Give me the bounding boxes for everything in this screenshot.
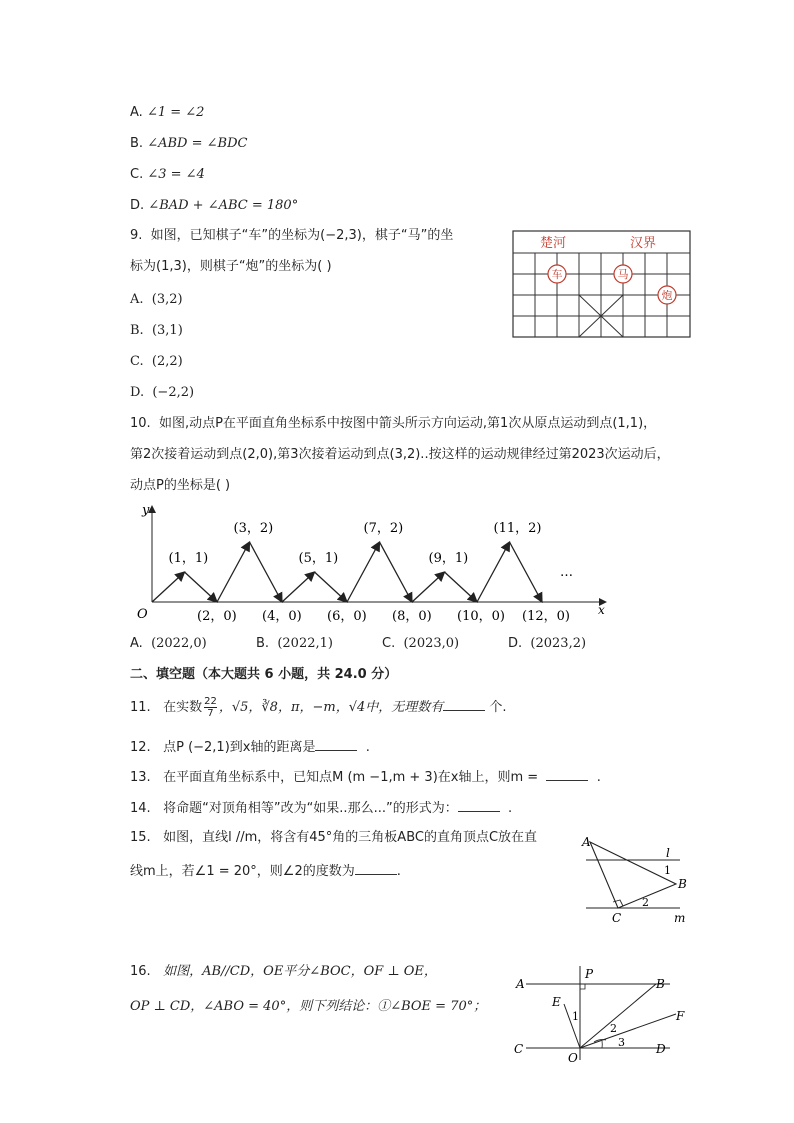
x-axis-label: x [598,603,605,617]
q15-line2: 线m上，若∠1 = 20°，则∠2的度数为 . [130,864,401,879]
q10-option-b: B. (2022,1) [256,636,333,651]
q10-option-c: C. (2023,0) [382,636,460,651]
peak-label: (3，2) [233,521,274,536]
q10-line1: 10. 如图,动点P在平面直角坐标系中按图中箭头所示方向运动,第1次从原点运动到点(1,1)， [130,416,657,431]
q8-option-a: A. ∠1 = ∠2 [130,105,205,120]
label-p: P [585,967,594,981]
label-a: A [516,977,525,991]
axis-point-label: (8，0) [392,609,432,624]
question-14: 14. 将命题“对顶角相等”改为“如果..那么...”的形式为： . [130,801,513,816]
label-e: E [552,995,561,1009]
q8-option-d: D. ∠BAD + ∠ABC = 180° [130,198,299,213]
label-f: F [676,1009,685,1023]
motion-path [152,542,542,602]
q8-option-c: C. ∠3 = ∠4 [130,167,205,182]
q16-line1: 16. 如图，AB//CD，OE平分∠BOC，OF ⊥ OE， [130,964,437,979]
q16-geometry-figure [510,962,690,1066]
motion-segment-3 [217,542,250,602]
label-b: B [656,977,665,991]
q10-option-a: A. (2022,0) [130,636,207,651]
svg-text:炮: 炮 [661,289,673,302]
q9-line1: 9. 如图，已知棋子“车”的坐标为(−2,3)，棋子“马”的坐 [130,228,454,243]
motion-segment-8 [380,542,413,602]
graph-ellipsis: … [560,565,573,580]
motion-segment-9 [412,572,445,602]
motion-segment-12 [510,542,543,602]
origin-label: O [137,607,148,622]
motion-segment-6 [315,572,348,602]
peak-label: (9，1) [428,551,469,566]
q15-line1: 15. 如图，直线l //m，将含有45°角的三角板ABC的直角顶点C放在直 [130,830,538,845]
angle-2: 2 [610,1022,617,1035]
q9-option-d: D. (−2,2) [130,385,195,400]
board-title-chuhe: 楚河 [540,236,567,251]
section-2-title: 二、填空题（本大题共 6 小题，共 24.0 分） [130,667,398,682]
motion-segment-4 [250,542,283,602]
q16-line2: OP ⊥ CD，∠ABO = 40°，则下列结论：①∠BOE = 70°； [130,999,487,1014]
svg-text:车: 车 [551,268,563,281]
q10-line3: 动点P的坐标是( ) [130,478,231,493]
motion-segment-11 [477,542,510,602]
board-title-hanjie: 汉界 [630,236,657,251]
q13-answer-blank[interactable] [546,768,588,781]
angle-1: 1 [664,864,671,877]
question-13: 13. 在平面直角坐标系中，已知点M (m −1,m + 3)在x轴上，则m = . [130,770,601,785]
motion-segment-2 [185,572,218,602]
q9-line2: 标为(1,3)，则棋子“炮”的坐标为( ) [130,259,332,274]
piece-che [548,265,566,283]
axis-point-label: (12，0) [522,609,570,624]
question-12: 12. 点P (−2,1)到x轴的距离是 . [130,740,370,755]
q10-line2: 第2次接着运动到点(2,0),第3次接着运动到点(3,2)..按这样的运动规律经过第2023次运动后， [130,447,670,462]
q15-answer-blank[interactable] [355,862,397,875]
label-c: C [514,1042,524,1056]
q11-answer-blank[interactable] [443,698,485,711]
axis-point-label: (6，0) [327,609,367,624]
piece-ma [614,265,632,283]
q9-option-b: B. (3,1) [130,323,183,338]
label-m: m [674,911,686,925]
angle-3: 3 [618,1036,625,1049]
q10-motion-graph [128,500,618,628]
motion-segment-7 [347,542,380,602]
angle-1: 1 [572,1010,579,1023]
peak-label: (7，2) [363,521,404,536]
q9-option-a: A. (3,2) [130,292,183,307]
question-11: 11. 在实数 $\frac{22}{7}$ ，√5，∛8，π，−m，√4中，无理数有 个. [130,696,507,719]
label-d: D [656,1042,666,1056]
q9-option-c: C. (2,2) [130,354,183,369]
chess-board-figure [512,230,692,340]
q11-fraction: $\frac{22}{7}$ [204,696,217,719]
motion-segment-5 [282,572,315,602]
axis-point-label: (4，0) [262,609,302,624]
svg-text:马: 马 [617,268,629,281]
label-c: C [612,911,622,925]
label-b: B [678,877,687,891]
q12-answer-blank[interactable] [315,738,357,751]
motion-segment-10 [445,572,478,602]
axis-point-label: (10，0) [457,609,505,624]
axis-point-label: (2，0) [197,609,237,624]
motion-segment-1 [152,572,185,602]
label-a: A [582,835,591,849]
q15-triangle-figure [580,836,700,926]
peak-label: (1，1) [168,551,209,566]
label-o: O [568,1051,578,1065]
q10-option-d: D. (2023,2) [508,636,587,651]
q8-option-b: B. ∠ABD = ∠BDC [130,136,248,151]
piece-pao [658,286,676,304]
y-axis-label: y [142,503,150,518]
peak-label: (11，2) [493,521,542,536]
q14-answer-blank[interactable] [458,799,500,812]
label-l: l [666,846,670,860]
angle-2: 2 [642,896,649,909]
peak-label: (5，1) [298,551,339,566]
